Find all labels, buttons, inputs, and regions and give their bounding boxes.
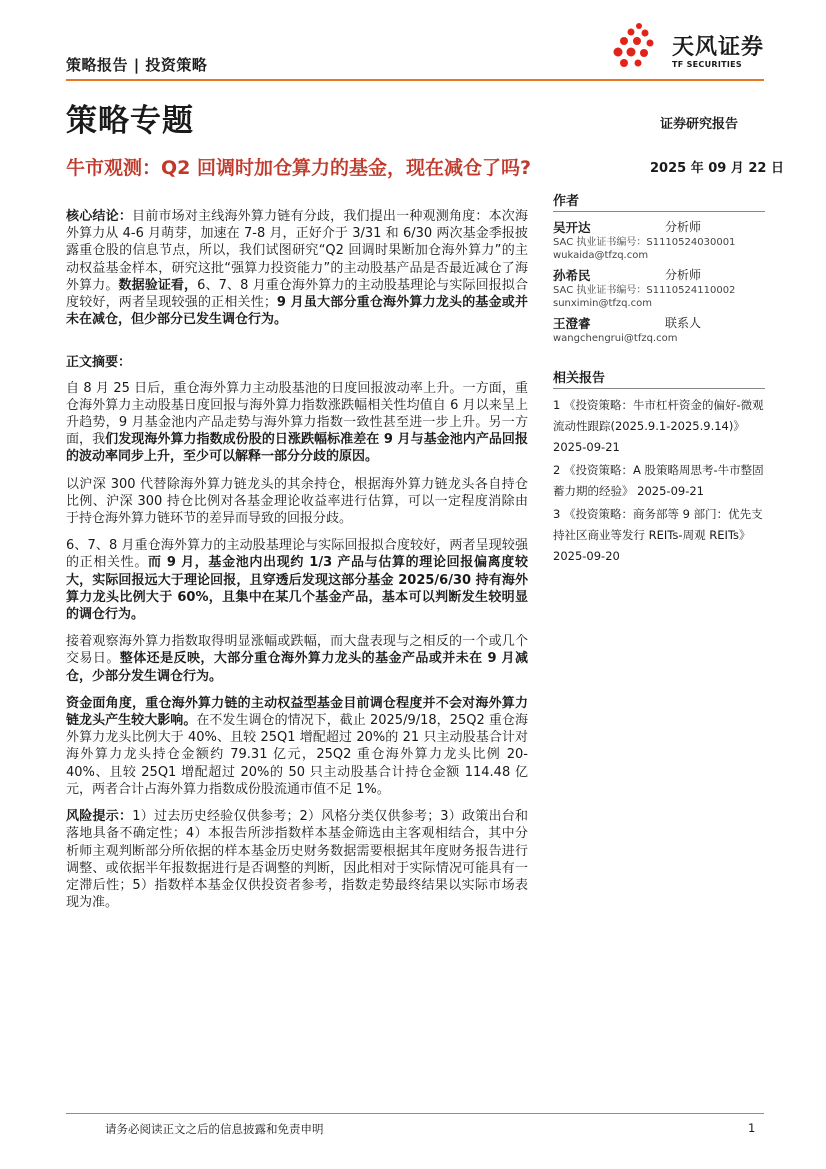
text-run: 资金面角度，重仓海外算力链的主动权益型基金目前调仓程度并不会对海外算力链龙头产生较大影响。: [66, 695, 528, 729]
text-run: 而 9 月，基金池内出现约 1/3 产品与估算的理论回报偏离度较大，实际回报远大于理论回报，且穿透后发现这部分基金 2025/6/30 持有海外算力龙头比例大于 60%，且集中在某几个基金产品，基本可以判断发生较明显的调仓行为。: [66, 555, 528, 623]
text-run: 整体还是反映，大部分重仓海外算力龙头的基金产品或并未在 9 月减仓，少部分发生调仓行为。: [66, 651, 528, 684]
text-run: 接着观察海外算力指数取得明显涨幅或跌幅，而大盘表现与之相反的一个或几个交易日。: [66, 634, 528, 667]
text-run: 自 8 月 25 日后，重仓海外算力主动股基池的日度回报波动率上升。一方面，重仓海外算力主动股基日度回报与海外算力指数涨跌幅相关性均值自 6 月以来呈上升趋势，9 月基金池内产品走势与海外算力指数一致性甚至进一步上升。另一方面，我: [66, 380, 528, 448]
text-run: 目前市场对主线海外算力链有分歧，我们提出一种观测角度：本次海外算力从 4-6 月萌芽，加速在 7-8 月，正好介于 3/31 和 6/30 两次基金季报披露重仓股的信息节点，所以，我们试图研究“Q2 回调时果断加仓海外算力”的主动权益基金样本，研究这批“强算力投资能力”的主动股基产品是否最近减仓了海外算力。: [66, 209, 528, 293]
author-email[interactable]: wukaida@tfzq.com: [553, 250, 649, 261]
text-run: 在不发生调仓的情况下，截止 2025/9/18，25Q2 重仓海外算力龙头比例大于 40%、且较 25Q1 增配超过 20%的 21 只主动股基合计对海外算力龙头持仓金额约 79.31 亿元，25Q2 重仓海外算力龙头比例 20-40%、且较 25Q1 增配超过 20%的 50 只主动股基合计持仓金额 114.48 亿元，两者合计占海外算力指数成份股流通市值不足 1%。: [66, 713, 528, 797]
page-number: 1: [748, 1121, 756, 1135]
text-run: 以沪深 300 代替除海外算力链龙头的其余持仓，根据海外算力链龙头各自持仓比例、沪深 300 持仓比例对各基金理论收益率进行估算，可以一定程度消除由于持仓海外算力链环节的差异而导致的回报分歧。: [66, 476, 528, 527]
text-run: 6、7、8 月重仓海外算力的主动股基理论与实际回报拟合度较好，两者呈现较强的正相关性；: [66, 277, 528, 311]
related-report-link[interactable]: 2 《投资策略：A 股策略周思考-牛市整固蓄力期的经验》 2025-09-21: [553, 463, 764, 498]
report-subtitle: 牛市观测：Q2 回调时加仓算力的基金，现在减仓了吗?: [66, 157, 532, 179]
text-run: 风险提示：: [66, 809, 133, 825]
report-category: 策略报告 | 投资策略: [66, 56, 208, 74]
text-run: 们发现海外算力指数成份股的日涨跌幅标准差在 9 月与基金池内产品回报的波动率同步上升，至少可以解释一部分分歧的原因。: [66, 432, 528, 465]
brand-name-en: TF SECURITIES: [672, 60, 742, 69]
author-role: 联系人: [665, 316, 702, 330]
summary-paragraph-1: [66, 380, 528, 466]
risk-warning-paragraph: [66, 808, 528, 911]
summary-paragraph-3: [66, 537, 528, 623]
footer-divider: [66, 1113, 764, 1114]
sidebar: [553, 190, 765, 569]
author-card: [553, 314, 765, 345]
header-divider: [66, 79, 764, 81]
author-name: 王澄睿: [553, 316, 591, 331]
footer-disclaimer: 请务必阅读正文之后的信息披露和免责申明: [105, 1122, 324, 1136]
authors-heading: 作者: [553, 190, 765, 212]
author-cert: SAC 执业证书编号：S1110524030001: [553, 237, 736, 248]
report-date: 2025 年 09 月 22 日: [650, 161, 784, 176]
related-report-link[interactable]: 1 《投资策略：牛市杠杆资金的偏好-微观流动性跟踪(2025.9.1-2025.9.14)》 2025-09-21: [553, 398, 764, 454]
author-card: [553, 218, 765, 262]
author-role: 分析师: [665, 268, 702, 282]
brand-name-cn: 天风证券: [672, 35, 765, 60]
page-title: 策略专题: [66, 103, 194, 139]
summary-paragraph-2: [66, 476, 528, 528]
report-type-label: 证券研究报告: [660, 117, 739, 132]
author-role: 分析师: [665, 220, 702, 234]
text-run: 核心结论：: [66, 209, 133, 224]
text-run: 1）过去历史经验仅供参考；2）风格分类仅供参考；3）政策出台和落地具备不确定性；4）本报告所涉指数样本基金筛选由主客观相结合，其中分析师主观判断部分所依据的样本基金历史财务数据需要根据其年度财务报告进行调整、或依据半年报数据进行是否调整的判断，因此相对于实际情况可能具有一定滞后性；5）指数样本基金仅供投资者参考，指数走势最终结果以实际市场表现为准。: [66, 809, 528, 911]
related-reports-heading: 相关报告: [553, 367, 765, 389]
summary-heading: 正文摘要：: [66, 355, 132, 371]
author-cert: SAC 执业证书编号：S1110524110002: [553, 285, 736, 296]
text-run: 6、7、8 月重仓海外算力的主动股基理论与实际回报拟合度较好，两者呈现较强的正相关性。: [66, 538, 528, 571]
core-conclusion-paragraph: [66, 208, 528, 328]
main-body: [66, 208, 528, 921]
author-email[interactable]: wangchengrui@tfzq.com: [553, 333, 678, 344]
author-card: [553, 266, 765, 310]
text-run: 数据验证看，: [118, 277, 198, 293]
author-name: 吴开达: [553, 220, 591, 235]
related-report-link[interactable]: 3 《投资策略：商务部等 9 部门：优先支持社区商业等发行 REITs-周观 REITs》 2025-09-20: [553, 507, 763, 563]
summary-paragraph-5: [66, 695, 528, 798]
author-name: 孙希民: [553, 268, 591, 283]
text-run: 9 月虽大部分重仓海外算力龙头的基金或并未在减仓，但少部分已发生调仓行为。: [66, 295, 528, 328]
summary-paragraph-4: [66, 633, 528, 685]
author-email[interactable]: sunximin@tfzq.com: [553, 298, 653, 309]
